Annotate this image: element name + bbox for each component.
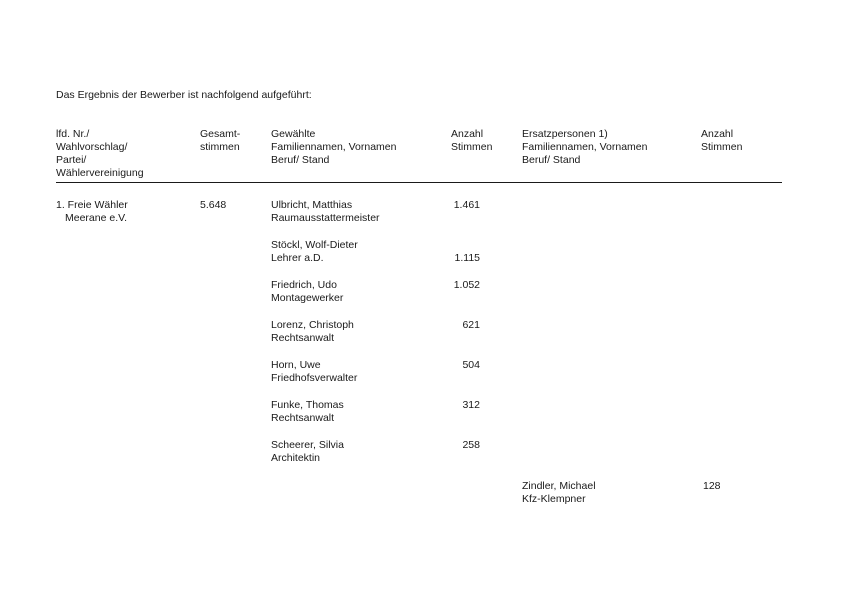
header-text: Wählervereinigung xyxy=(56,167,144,179)
header-text: Stimmen xyxy=(451,141,493,153)
elected-row xyxy=(271,399,344,425)
substitute-row xyxy=(522,480,596,506)
header-text: Gewählte xyxy=(271,128,316,140)
header-text: Wahlvorschlag/ xyxy=(56,141,128,153)
header-text: lfd. Nr./ xyxy=(56,128,90,140)
party-name-line: Meerane e.V. xyxy=(65,212,128,224)
elected-row xyxy=(271,199,380,225)
elected-row xyxy=(271,239,358,265)
header-text: Gesamt- xyxy=(200,128,241,140)
header-text: stimmen xyxy=(200,141,240,153)
substitute-votes: 128 xyxy=(703,480,721,492)
candidate-name: Lorenz, Christoph xyxy=(271,319,354,331)
candidate-votes: 621 xyxy=(462,319,480,331)
header-col-list-number xyxy=(56,128,144,180)
elected-row xyxy=(271,439,344,465)
header-col-elected-votes xyxy=(451,128,492,154)
header-col-substitute-votes xyxy=(701,128,742,154)
candidate-votes: 1.115 xyxy=(454,252,480,264)
header-text: Beruf/ Stand xyxy=(522,154,581,166)
intro-text: Das Ergebnis der Bewerber ist nachfolgend aufgeführt: xyxy=(56,89,312,101)
header-text: Stimmen xyxy=(701,141,743,153)
header-text: Anzahl xyxy=(451,128,484,140)
candidate-name: Scheerer, Silvia xyxy=(271,439,344,451)
candidate-name: Friedrich, Udo xyxy=(271,279,337,291)
party-name-line: 1. Freie Wähler xyxy=(56,199,128,211)
candidate-profession: Rechtsanwalt xyxy=(271,412,335,424)
candidate-name: Ulbricht, Matthias xyxy=(271,199,353,211)
candidate-profession: Lehrer a.D. xyxy=(271,252,324,264)
header-col-substitutes xyxy=(522,128,647,167)
substitute-name: Zindler, Michael xyxy=(522,480,596,492)
header-text: Ersatzpersonen 1) xyxy=(522,128,608,140)
elected-row xyxy=(271,279,343,305)
candidate-profession: Architektin xyxy=(271,452,321,464)
candidate-profession: Raumausstattermeister xyxy=(271,212,380,224)
candidate-votes: 258 xyxy=(462,439,480,451)
candidate-name: Horn, Uwe xyxy=(271,359,321,371)
header-divider xyxy=(56,182,782,183)
candidate-profession: Friedhofsverwalter xyxy=(271,372,358,384)
header-text: Partei/ xyxy=(56,154,87,166)
party-total-votes: 5.648 xyxy=(200,199,227,211)
header-text: Anzahl xyxy=(701,128,734,140)
header-col-total-votes xyxy=(200,128,240,154)
candidate-votes: 504 xyxy=(462,359,480,371)
substitute-profession: Kfz-Klempner xyxy=(522,493,586,505)
header-text: Familiennamen, Vornamen xyxy=(271,141,397,153)
candidate-profession: Rechtsanwalt xyxy=(271,332,335,344)
candidate-votes: 1.461 xyxy=(453,199,480,211)
elected-row xyxy=(271,319,354,345)
candidate-votes: 1.052 xyxy=(453,279,480,291)
candidate-profession: Montagewerker xyxy=(271,292,344,304)
header-col-elected xyxy=(271,128,396,167)
candidate-name: Stöckl, Wolf-Dieter xyxy=(271,239,358,251)
party-name xyxy=(56,199,128,225)
header-text: Familiennamen, Vornamen xyxy=(522,141,648,153)
candidate-votes: 312 xyxy=(462,399,480,411)
candidate-name: Funke, Thomas xyxy=(271,399,344,411)
elected-row xyxy=(271,359,357,385)
header-text: Beruf/ Stand xyxy=(271,154,330,166)
